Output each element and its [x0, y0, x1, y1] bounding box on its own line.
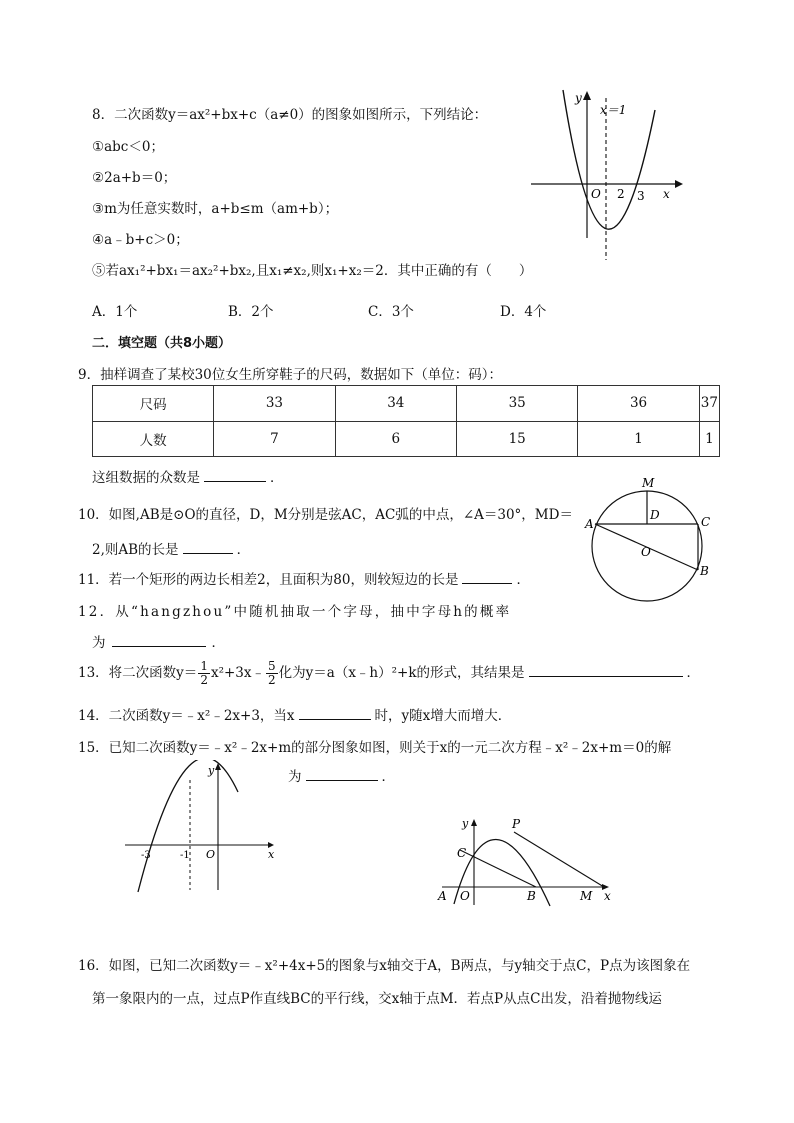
q11 — [78, 568, 530, 588]
q16-label-p: P — [512, 817, 521, 831]
q11-answer-blank[interactable] — [462, 571, 512, 584]
q8-choice-1: ①abc＜0； — [92, 139, 164, 155]
table-cell: 36 — [578, 386, 699, 422]
q9-follow — [92, 466, 284, 486]
q15-line2 — [288, 765, 395, 785]
q12-line2 — [92, 631, 225, 651]
q16-label-c: C — [457, 846, 467, 860]
q16-label-x: x — [604, 889, 611, 903]
q16-label-y: y — [462, 817, 469, 830]
q10-label-c: C — [701, 515, 711, 529]
q8-axis-label: x＝1 — [600, 103, 627, 117]
q14-suffix: 时，y随x增大而增大． — [374, 708, 512, 724]
q8-choice-2: ②2a+b＝0； — [92, 170, 177, 186]
q16-label-a: A — [438, 889, 447, 903]
q9-end: ． — [270, 470, 284, 486]
table-cell: 1 — [699, 421, 719, 457]
table-cell: 33 — [214, 386, 335, 422]
table-cell: 15 — [457, 421, 578, 457]
q13 — [78, 658, 700, 688]
q12-end: ． — [211, 635, 225, 651]
q8-choice-5-expr: ax₁²+bx₁＝ax₂²+bx₂,且x₁≠x₂,则x₁+x₂＝2．其中正确的有（ ） — [119, 263, 533, 279]
q8-tick-3: 3 — [637, 189, 645, 203]
table-cell: 7 — [214, 421, 335, 457]
q15-line1: 15．已知二次函数y＝﹣x²﹣2x+m的部分图象如图，则关于x的一元二次方程﹣x²﹣2x+m＝0的解 — [78, 740, 672, 756]
q14 — [78, 704, 511, 724]
q14-prefix: 14．二次函数y＝﹣x²﹣2x+3，当x — [78, 708, 295, 724]
q8-tick-2: 2 — [617, 187, 625, 201]
q13-prefix: 13．将二次函数y＝ — [78, 665, 198, 681]
q11-text: 11．若一个矩形的两边长相差2，且面积为80，则较短边的长是 — [78, 572, 459, 588]
table-row — [93, 386, 720, 422]
q13-f1-den: 2 — [200, 673, 208, 687]
q8-parabola-graph — [525, 88, 685, 263]
q10-line2-text: 2,则AB的长是 — [92, 542, 179, 558]
q8-x-arrow — [675, 180, 683, 188]
q15-origin: O — [206, 848, 216, 861]
table-cell: 6 — [335, 421, 456, 457]
q13-fraction-1 — [198, 660, 210, 687]
q15-x-label: x — [268, 848, 275, 861]
q8-y-label: y — [575, 91, 582, 105]
q8-choice-5-prefix: ⑤若 — [92, 263, 119, 279]
q12-answer-blank[interactable] — [112, 634, 206, 647]
q8-origin-label: O — [591, 187, 601, 201]
q16-line1: 16．如图，已知二次函数y＝﹣x²+4x+5的图象与x轴交于A，B两点，与y轴交于点C，P点为该图象在 — [78, 958, 691, 974]
q8-x-label: x — [663, 187, 670, 201]
q15-parabola-graph — [120, 760, 280, 895]
q8-choice-5 — [92, 259, 532, 279]
table-cell: 34 — [335, 386, 456, 422]
q16-label-m: M — [580, 889, 593, 903]
q12-line1: 12．从“hangzhou”中随机抽取一个字母，抽中字母h的概率 — [78, 604, 512, 620]
q15-parabola-curve — [138, 760, 238, 892]
q9-stem: 9．抽样调查了某校30位女生所穿鞋子的尺码，数据如下（单位：码）： — [78, 367, 503, 383]
q9-answer-blank[interactable] — [204, 469, 266, 482]
section-heading: 二．填空题（共8小题） — [92, 336, 232, 351]
q10-line2 — [92, 538, 250, 558]
q10-answer-blank[interactable] — [183, 541, 233, 554]
q10-label-d: D — [650, 508, 660, 522]
q16-line2: 第一象限内的一点，过点P作直线BC的平行线，交x轴于点M．若点P从点C出发，沿着抛物线运 — [92, 991, 662, 1007]
q13-suffix: 化为y＝a（x﹣h）²+k的形式，其结果是 — [278, 665, 525, 681]
shoe-size-table — [92, 385, 720, 457]
q13-end: ． — [686, 665, 701, 681]
table-header-size: 尺码 — [93, 386, 214, 422]
table-header-count: 人数 — [93, 421, 214, 457]
table-cell: 35 — [457, 386, 578, 422]
q14-answer-blank[interactable] — [299, 707, 371, 720]
table-cell: 1 — [578, 421, 699, 457]
q15-tick-neg3: -3 — [141, 850, 151, 861]
q13-mid: x²+3x﹣ — [210, 665, 265, 681]
q9-follow-text: 这组数据的众数是 — [92, 470, 200, 486]
q10-label-m: M — [642, 476, 655, 490]
q10-label-a: A — [585, 517, 594, 531]
q15-answer-blank[interactable] — [306, 768, 378, 781]
table-row — [93, 421, 720, 457]
q13-answer-blank[interactable] — [529, 664, 683, 677]
q8-choice-3: ③m为任意实数时，a+b≤m（am+b）； — [92, 201, 339, 217]
q10-line1: 10．如图,AB是⊙O的直径，D，M分别是弦AC，AC弧的中点，∠A＝30°，MD＝ — [78, 507, 573, 523]
q15-line2-text: 为 — [288, 769, 302, 785]
q13-fraction-2 — [266, 660, 278, 687]
q16-y-arrow — [471, 819, 477, 826]
q8-option-d: D．4个 — [500, 304, 547, 320]
q15-end: ． — [381, 769, 395, 785]
q16-figure — [432, 812, 622, 907]
q16-line-bc — [460, 850, 536, 887]
q15-tick-neg1: -1 — [180, 850, 190, 861]
q10-circle-figure — [580, 470, 730, 630]
q13-f1-num: 1 — [200, 659, 208, 673]
q12-line2-text: 为 — [92, 635, 106, 651]
q16-label-b: B — [527, 889, 536, 903]
q8-option-b: B．2个 — [228, 304, 274, 320]
q8-option-c: C．3个 — [368, 304, 414, 320]
q10-label-b: B — [700, 564, 709, 578]
q16-label-o: O — [460, 889, 470, 903]
q8-option-a: A．1个 — [92, 304, 138, 320]
q10-label-o: O — [641, 545, 651, 559]
q10-end: ． — [236, 542, 251, 558]
q8-stem: 8．二次函数y＝ax²+bx+c（a≠0）的图象如图所示，下列结论： — [92, 107, 488, 123]
q8-y-arrow — [583, 91, 591, 100]
q15-y-label: y — [208, 764, 215, 777]
q13-f2-den: 2 — [268, 673, 276, 687]
q8-choice-4: ④a﹣b+c＞0； — [92, 232, 189, 248]
q13-f2-num: 5 — [268, 659, 276, 673]
q11-end: ． — [516, 572, 530, 588]
q16-line-pm — [514, 832, 604, 887]
table-cell: 37 — [699, 386, 719, 422]
